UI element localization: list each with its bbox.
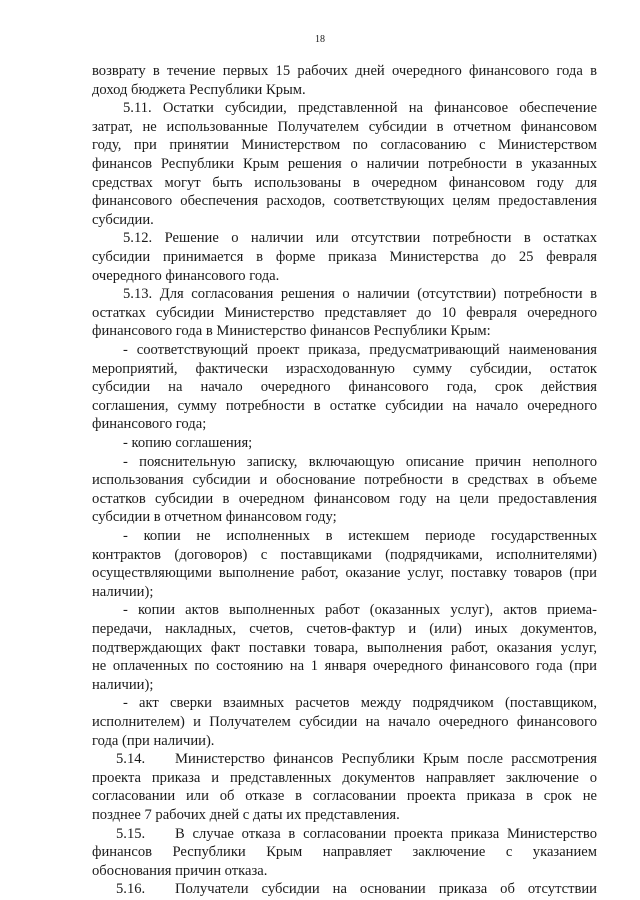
text-line: обоснования причин отказа.: [92, 862, 268, 879]
text-line: остатках субсидии Министерство представляет до 10 февраля очередного: [92, 304, 597, 321]
text-line: Получатели субсидии на основании приказа об отсутствии: [175, 881, 597, 898]
list-item-line: - соответствующий проект приказа, предусматривающий наименования: [123, 342, 597, 358]
text-line: финансового года в Министерство финансов Республики Крым:: [92, 323, 491, 340]
list-item-line: - копии не исполненных в истекшем периоде государственных: [123, 528, 597, 544]
text-line: финансов Республики Крым решения о наличии потребности в указанных: [92, 156, 597, 172]
clause-number: 5.16.: [116, 881, 146, 898]
text-line: соглашения, сумму потребности в остатке субсидии на начало очередного: [92, 397, 597, 414]
text-line: 5.13. Для согласования решения о наличии (отсутствии) потребности в: [123, 286, 597, 303]
text-line: 5.12. Решение о наличии или отсутствии потребности в остатках: [123, 230, 597, 247]
text-line: финансового обеспечения расходов, соответствующих целям предоставления: [92, 193, 597, 210]
list-item-line: - копию соглашения;: [123, 435, 253, 451]
text-line: субсидии принимается в форме приказа Министерства до 25 февраля: [92, 249, 597, 265]
text-line: возврату в течение первых 15 рабочих дней очередного финансового года в: [92, 63, 597, 79]
text-line: контрактов (договоров) с поставщиками (подрядчиками, исполнителями): [92, 546, 597, 563]
text-line: субсидии в отчетном финансовом году;: [92, 509, 337, 526]
text-line: очередного финансового года.: [92, 267, 280, 284]
text-line: позднее 7 рабочих дней с даты их представления.: [92, 807, 400, 823]
text-line: не оплаченных по состоянию на 1 января очередного финансового года (при: [92, 658, 597, 675]
text-line: финансового года;: [92, 416, 207, 433]
text-line: Министерство финансов Республики Крым после рассмотрения: [175, 751, 597, 768]
text-line: остатков субсидии в очередном финансовом году на цели предоставления: [92, 490, 597, 507]
page-number: 18: [315, 34, 325, 45]
text-line: субсидии на начало очередного финансового года, срок действия: [92, 379, 597, 396]
text-line: проекта приказа и представленных документов направляет заключение о: [92, 769, 597, 786]
text-line: В случае отказа в согласовании проекта приказа Министерство: [175, 825, 597, 842]
text-line: согласовании или об отказе в согласовании проекта приказа в срок не: [92, 788, 597, 805]
text-line: подтверждающих факт поставки товара, выполнения работ, оказания услуг,: [92, 639, 597, 656]
list-item-line: - пояснительную записку, включающую описание причин неполного: [123, 453, 597, 470]
text-line: передачи, накладных, счетов, счетов-фактур и (или) иных документов,: [92, 621, 597, 637]
text-line: наличии);: [92, 676, 154, 693]
text-line: использования субсидии и обоснование потребности в средствах в объеме: [92, 472, 597, 489]
text-line: 5.11. Остатки субсидии, представленной на финансовое обеспечение: [123, 100, 597, 117]
text-line: года (при наличии).: [92, 732, 215, 749]
text-line: финансов Республики Крым направляет заключение с указанием: [92, 844, 597, 861]
clause-number: 5.14.: [116, 751, 146, 768]
text-line: субсидии.: [92, 211, 154, 228]
text-line: средствах могут быть использованы в очередном финансовом году для: [92, 174, 597, 191]
list-item-line: - акт сверки взаимных расчетов между подрядчиком (поставщиком,: [123, 695, 597, 712]
text-line: наличии);: [92, 583, 154, 600]
text-line: мероприятий, фактически израсходованную сумму субсидии, остаток: [92, 360, 597, 377]
list-item-line: - копии актов выполненных работ (оказанных услуг), актов приема-: [123, 602, 597, 619]
text-line: году, при принятии Министерством по согласованию с Министерством: [92, 137, 597, 154]
text-line: осуществляющими выполнение работ, оказание услуг, поставку товаров (при: [92, 565, 597, 582]
text-line: затрат, не использованные Получателем субсидии в отчетном финансовом: [92, 118, 597, 135]
text-line: доход бюджета Республики Крым.: [92, 81, 306, 98]
text-line: исполнителем) и Получателем субсидии на начало очередного финансового: [92, 714, 597, 730]
clause-number: 5.15.: [116, 825, 146, 842]
